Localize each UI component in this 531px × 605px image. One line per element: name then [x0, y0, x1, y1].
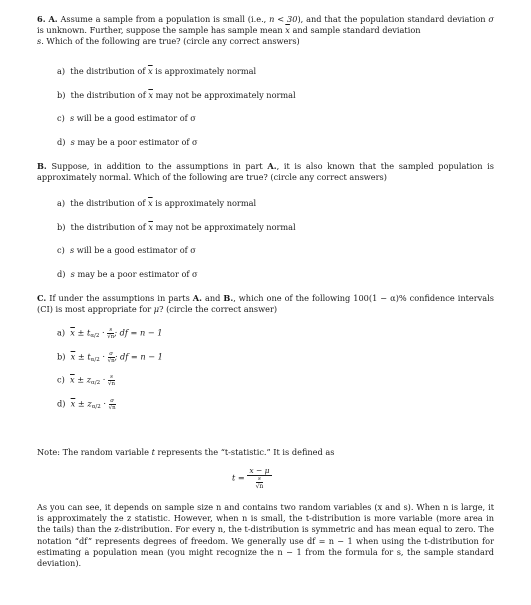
part-a-intro: 6. A. Assume a sample from a population is small (i.e., n < 30), and that the population standard deviation σ is unknown. Further, suppose the sample has sample mean $\overline{x}$ and sample standard deviation s. Which of the following are true? (circle any correct answers)	[37, 14, 494, 47]
option-c-a[interactable]: a) $\overline{x} \pm t_{\alpha/2}$ · $\frac{s}{√n}$ ; df = n − 1	[57, 327, 163, 340]
part-c-label: C.	[37, 293, 47, 303]
fraction: $\frac{s}{√n}$	[107, 374, 115, 387]
option-b-d[interactable]: d) s may be a poor estimator of σ	[57, 269, 198, 279]
t-statistic-formula: t = $\frac{x - \mu}{\frac{s}{√n}}$	[232, 466, 270, 490]
formula-denominator: $\frac{s}{√n}$	[255, 476, 264, 490]
part-a-label: A.	[48, 14, 58, 24]
option-b-c[interactable]: c) s will be a good estimator of σ	[57, 245, 196, 255]
option-c-b[interactable]: b) $\overline{x} \pm t_{\alpha/2}$ · $\frac{\sigma}{√n}$ ; df = n − 1	[57, 351, 163, 364]
option-a-b[interactable]: b) the distribution of $\overline{x}$ may not be approximately normal	[57, 90, 296, 100]
question-number: 6.	[37, 14, 46, 24]
fraction: $\frac{\sigma}{√n}$	[107, 351, 115, 364]
option-b-a[interactable]: a) the distribution of $\overline{x}$ is approximately normal	[57, 198, 257, 208]
option-a-d[interactable]: d) s may be a poor estimator of σ	[57, 137, 198, 147]
note-text: Note: The random variable t represents the “t-statistic.” It is defined as	[37, 447, 335, 457]
option-b-b[interactable]: b) the distribution of $\overline{x}$ may not be approximately normal	[57, 222, 296, 232]
formula-numerator: x − μ	[249, 466, 270, 475]
fraction: $\frac{s}{√n}$	[107, 327, 115, 340]
part-b-intro: B. Suppose, in addition to the assumptions in part A., it is also known that the sampled population is approximately normal. Which of the following are true? (circle any correct answers)	[37, 161, 494, 183]
option-a-a[interactable]: a) the distribution of $\overline{x}$ is approximately normal	[57, 66, 257, 76]
part-b-label: B.	[37, 161, 47, 171]
option-a-c[interactable]: c) s will be a good estimator of σ	[57, 113, 196, 123]
part-c-intro: C. If under the assumptions in parts A. and B., which one of the following 100(1 − α)% confidence intervals (CI) is most appropriate for μ? (circle the correct answer)	[37, 293, 494, 315]
fraction: $\frac{\sigma}{√n}$	[108, 398, 116, 411]
option-c-c[interactable]: c) $\overline{x} \pm z_{\alpha/2}$ · $\frac{s}{√n}$	[57, 374, 115, 387]
option-c-d[interactable]: d) $\overline{x} \pm z_{\alpha/2}$ · $\frac{\sigma}{√n}$	[57, 398, 116, 411]
explanation-paragraph: As you can see, it depends on sample size n and contains two random variables (x and s). When n is large, it is approximately the z statistic. However, when n is small, the t-distribution is more variable (more area in the tails) than the z-distribution. For every n, the t-distribution is symmetric and has mean equal to zero. The notation “df” represents degrees of freedom. We generally use df = n − 1 when using the t-distribution for estimating a population mean (you might recognize the n − 1 from the formula for s, the sample standard deviation).	[37, 502, 494, 569]
